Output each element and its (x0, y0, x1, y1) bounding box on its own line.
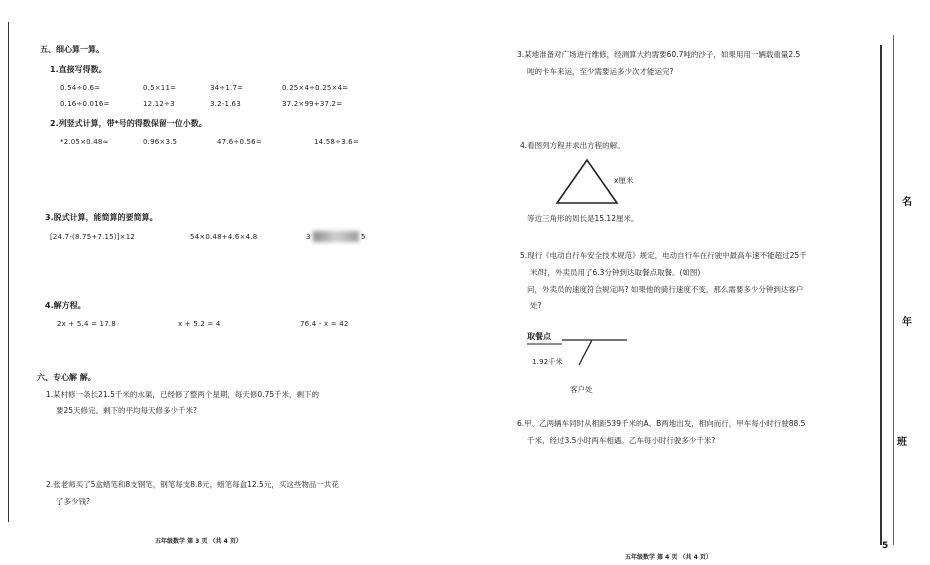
q2-item: *2.05×0.48≈ (60, 138, 109, 146)
route-diagram (522, 330, 632, 380)
problem4-caption: 等边三角形的周长是15.12厘米。 (527, 214, 639, 223)
q1-item: 34÷1.7= (210, 84, 244, 92)
left-page-border (8, 22, 9, 522)
q2-title: 2.列竖式计算，带*号的得数保留一位小数。 (50, 119, 207, 128)
problem3-text: 吨的卡车来运，至少需要运多少次才能运完? (527, 67, 674, 76)
q2-item: 47.6÷0.56= (217, 138, 262, 146)
problem1-text: 要25天修完。剩下的平均每天修多少千米? (56, 406, 198, 415)
left-page-footer: 五年级数学 第 3 页 （共 4 页） (155, 538, 242, 545)
problem6-text: 6.甲、乙两辆车同时从相距539千米的A、B两地出发，相向而行，甲车每小时行驶88.5 (517, 419, 806, 428)
q4-item: 2x + 5.4 = 17.8 (57, 320, 116, 328)
q4-item: x + 5.2 = 4 (178, 320, 221, 328)
section6-title: 六、专心解 解。 (37, 373, 96, 382)
q3-item: 5 (361, 233, 366, 241)
problem5-text: 米/时，外卖员用了6.3分钟到达取餐点取餐。(如图) (530, 268, 701, 277)
q1-item: 37.2×99+37.2= (282, 100, 343, 108)
q1-item: 0.16÷0.016= (60, 100, 110, 108)
customer-location-label: 客户处 (570, 385, 593, 394)
q1-item: 0.5×11= (143, 84, 177, 92)
problem1-text: 1.某村修一条长21.5千米的水渠，已经修了整两个星期，每天修0.75千米，剩下的 (46, 390, 320, 399)
right-page-footer: 五年级数学 第 4 页 （共 4 页） (625, 554, 712, 561)
problem5-text: 5.现行《电动自行车安全技术规范》规定，电动自行车在行驶中最高车速不能超过25千 (520, 251, 807, 260)
problem6-text: 千米，经过3.5小时两车相遇。乙车每小时行驶多少千米? (527, 436, 716, 445)
binding-line (893, 35, 894, 545)
problem2-text: 了多少钱? (56, 497, 90, 506)
problem3-text: 3.某地准备对广场进行维修，经测算大约需要60.7吨的沙子，如果用用一辆载重量2.5 (517, 50, 801, 59)
margin-class-char: 班 (897, 437, 907, 448)
q1-item: 12.12÷3 (143, 100, 175, 108)
q3-item: 3 (306, 233, 311, 241)
problem5-text: 问，外卖员的速度符合规定吗? 如果他的骑行速度不变，那么需要多少分钟到达客户 (527, 285, 804, 294)
q1-title: 1.直接写得数。 (50, 65, 107, 74)
margin-grade-char: 年 (902, 317, 912, 328)
problem5-text: 处? (530, 301, 542, 310)
margin-name-char: 名 (902, 197, 912, 208)
binding-line (880, 45, 882, 545)
q1-item: 0.25×4÷0.25×4= (282, 84, 349, 92)
q3-item: [24.7-(8.75+7.15)]×12 (50, 233, 136, 241)
problem4-title: 4.看图列方程并求出方程的解。 (520, 141, 625, 150)
q2-item: 14.58÷3.6= (314, 138, 359, 146)
q3-item: 54×0.48+4.6×4.8 (190, 233, 258, 241)
distance-label: 1.92千米 (532, 358, 563, 366)
margin-corner-mark: 5 (882, 541, 889, 551)
q3-title: 3.脱式计算，能简算的要简算。 (45, 213, 158, 222)
q4-item: 76.4 - x = 42 (300, 320, 349, 328)
problem2-text: 2.张老师买了5盒蜡笔和8支钢笔，钢笔每支8.8元，蜡笔每盒12.5元，买这些物品一共花 (46, 480, 339, 489)
q2-item: 0.96×3.5 (143, 138, 178, 146)
equilateral-triangle-figure (552, 156, 622, 208)
q1-item: 3.2-1.63 (210, 100, 241, 108)
section5-title: 五、细心算一算。 (40, 45, 104, 54)
obscured-region (313, 231, 359, 242)
pickup-point-label: 取餐点 (527, 332, 551, 341)
triangle-side-label: x厘米 (614, 176, 634, 185)
q4-title: 4.解方程。 (45, 301, 86, 310)
q1-item: 0.54÷0.6= (60, 84, 101, 92)
